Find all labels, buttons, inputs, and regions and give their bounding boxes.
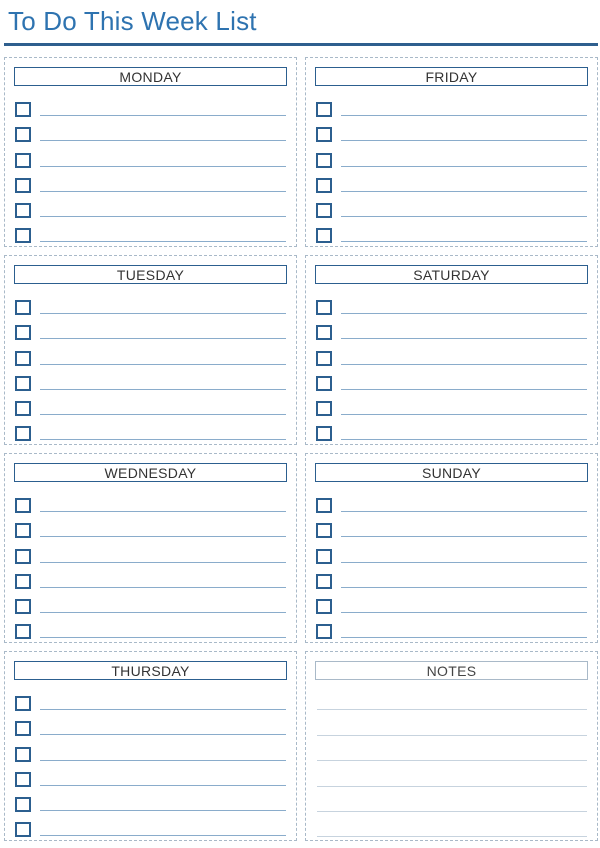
task-write-line[interactable]: [40, 338, 286, 339]
task-list-monday: [14, 94, 287, 245]
task-checkbox[interactable]: [316, 426, 332, 441]
task-write-line[interactable]: [341, 191, 587, 192]
notes-row: [315, 815, 588, 840]
task-write-line[interactable]: [40, 637, 286, 638]
notes-header: NOTES: [315, 661, 588, 680]
task-write-line[interactable]: [40, 709, 286, 710]
task-checkbox[interactable]: [15, 797, 31, 812]
task-row: [14, 393, 287, 418]
task-write-line[interactable]: [40, 191, 286, 192]
task-checkbox[interactable]: [15, 747, 31, 762]
task-checkbox[interactable]: [15, 325, 31, 340]
task-row: [315, 591, 588, 616]
task-checkbox[interactable]: [316, 127, 332, 142]
task-row: [14, 220, 287, 245]
notes-row: [315, 688, 588, 713]
task-write-line[interactable]: [40, 166, 286, 167]
day-panel-monday: [4, 57, 297, 247]
task-write-line[interactable]: [341, 338, 587, 339]
task-row: [14, 738, 287, 763]
task-row: [315, 418, 588, 443]
task-checkbox[interactable]: [15, 498, 31, 513]
task-checkbox[interactable]: [316, 102, 332, 117]
notes-write-line[interactable]: [317, 786, 587, 787]
day-panel-friday: [305, 57, 598, 247]
task-checkbox[interactable]: [316, 325, 332, 340]
day-header-saturday: SATURDAY: [315, 265, 588, 284]
task-row: [315, 195, 588, 220]
task-checkbox[interactable]: [15, 376, 31, 391]
task-row: [14, 119, 287, 144]
task-checkbox[interactable]: [15, 523, 31, 538]
notes-write-line[interactable]: [317, 709, 587, 710]
notes-row: [315, 790, 588, 815]
task-row: [14, 144, 287, 169]
task-checkbox[interactable]: [15, 178, 31, 193]
notes-row: [315, 739, 588, 764]
notes-list: [315, 688, 588, 840]
task-row: [315, 317, 588, 342]
task-row: [315, 393, 588, 418]
task-write-line[interactable]: [40, 140, 286, 141]
task-row: [14, 688, 287, 713]
task-write-line[interactable]: [341, 612, 587, 613]
task-checkbox[interactable]: [316, 549, 332, 564]
day-panel-tuesday: [4, 255, 297, 445]
task-checkbox[interactable]: [316, 300, 332, 315]
task-write-line[interactable]: [341, 140, 587, 141]
week-grid: [4, 57, 598, 843]
task-row: [14, 515, 287, 540]
task-row: [315, 94, 588, 119]
day-panel-thursday: [4, 651, 297, 841]
task-row: [14, 490, 287, 515]
task-write-line[interactable]: [40, 835, 286, 836]
task-write-line[interactable]: [341, 166, 587, 167]
notes-write-line[interactable]: [317, 760, 587, 761]
day-panel-sunday: [305, 453, 598, 643]
task-row: [14, 94, 287, 119]
task-row: [14, 566, 287, 591]
task-write-line[interactable]: [40, 414, 286, 415]
task-row: [14, 418, 287, 443]
task-write-line[interactable]: [40, 389, 286, 390]
notes-row: [315, 713, 588, 738]
task-list-wednesday: [14, 490, 287, 641]
task-row: [315, 170, 588, 195]
task-checkbox[interactable]: [15, 599, 31, 614]
task-checkbox[interactable]: [15, 624, 31, 639]
task-write-line[interactable]: [341, 313, 587, 314]
day-header-sunday: SUNDAY: [315, 463, 588, 482]
task-list-tuesday: [14, 292, 287, 443]
task-write-line[interactable]: [40, 536, 286, 537]
task-write-line[interactable]: [341, 241, 587, 242]
task-write-line[interactable]: [40, 511, 286, 512]
task-row: [315, 220, 588, 245]
task-checkbox[interactable]: [316, 498, 332, 513]
notes-write-line[interactable]: [317, 836, 587, 837]
task-write-line[interactable]: [341, 115, 587, 116]
task-row: [315, 342, 588, 367]
task-write-line[interactable]: [341, 439, 587, 440]
task-checkbox[interactable]: [15, 696, 31, 711]
task-row: [14, 195, 287, 220]
task-write-line[interactable]: [341, 216, 587, 217]
task-row: [315, 490, 588, 515]
day-header-wednesday: WEDNESDAY: [14, 463, 287, 482]
task-checkbox[interactable]: [316, 376, 332, 391]
task-list-friday: [315, 94, 588, 245]
task-checkbox[interactable]: [316, 523, 332, 538]
task-write-line[interactable]: [40, 562, 286, 563]
task-write-line[interactable]: [40, 785, 286, 786]
task-checkbox[interactable]: [15, 351, 31, 366]
task-write-line[interactable]: [40, 810, 286, 811]
task-write-line[interactable]: [40, 760, 286, 761]
task-write-line[interactable]: [341, 587, 587, 588]
day-panel-wednesday: [4, 453, 297, 643]
task-write-line[interactable]: [40, 241, 286, 242]
day-panel-saturday: [305, 255, 598, 445]
task-row: [14, 591, 287, 616]
task-checkbox[interactable]: [15, 549, 31, 564]
task-write-line[interactable]: [40, 115, 286, 116]
day-header-monday: MONDAY: [14, 67, 287, 86]
task-checkbox[interactable]: [15, 228, 31, 243]
task-checkbox[interactable]: [15, 102, 31, 117]
task-write-line[interactable]: [40, 587, 286, 588]
page-title: To Do This Week List: [8, 6, 257, 36]
task-list-saturday: [315, 292, 588, 443]
task-row: [14, 342, 287, 367]
task-checkbox[interactable]: [15, 300, 31, 315]
task-write-line[interactable]: [40, 439, 286, 440]
notes-write-line[interactable]: [317, 735, 587, 736]
task-row: [315, 368, 588, 393]
task-checkbox[interactable]: [316, 203, 332, 218]
task-checkbox[interactable]: [15, 772, 31, 787]
task-checkbox[interactable]: [316, 228, 332, 243]
task-checkbox[interactable]: [15, 721, 31, 736]
task-write-line[interactable]: [341, 511, 587, 512]
task-write-line[interactable]: [40, 734, 286, 735]
task-row: [14, 317, 287, 342]
task-checkbox[interactable]: [316, 351, 332, 366]
notes-write-line[interactable]: [317, 811, 587, 812]
task-row: [315, 292, 588, 317]
task-list-sunday: [315, 490, 588, 641]
day-header-friday: FRIDAY: [315, 67, 588, 86]
task-write-line[interactable]: [40, 313, 286, 314]
task-checkbox[interactable]: [15, 822, 31, 837]
task-write-line[interactable]: [341, 389, 587, 390]
task-write-line[interactable]: [341, 637, 587, 638]
task-row: [315, 119, 588, 144]
task-row: [14, 540, 287, 565]
task-checkbox[interactable]: [316, 153, 332, 168]
task-row: [14, 764, 287, 789]
task-write-line[interactable]: [40, 364, 286, 365]
task-checkbox[interactable]: [316, 401, 332, 416]
task-write-line[interactable]: [341, 562, 587, 563]
task-list-thursday: [14, 688, 287, 839]
task-checkbox[interactable]: [15, 203, 31, 218]
task-write-line[interactable]: [40, 612, 286, 613]
task-row: [315, 566, 588, 591]
task-row: [14, 170, 287, 195]
task-checkbox[interactable]: [316, 599, 332, 614]
day-header-thursday: THURSDAY: [14, 661, 287, 680]
task-write-line[interactable]: [341, 364, 587, 365]
task-row: [315, 144, 588, 169]
day-header-tuesday: TUESDAY: [14, 265, 287, 284]
task-checkbox[interactable]: [316, 624, 332, 639]
notes-panel: [305, 651, 598, 841]
task-row: [14, 292, 287, 317]
task-checkbox[interactable]: [15, 153, 31, 168]
task-checkbox[interactable]: [316, 574, 332, 589]
task-row: [14, 616, 287, 641]
task-row: [315, 515, 588, 540]
task-checkbox[interactable]: [15, 426, 31, 441]
task-row: [315, 540, 588, 565]
task-write-line[interactable]: [341, 414, 587, 415]
title-divider: [4, 43, 598, 46]
notes-row: [315, 764, 588, 789]
task-write-line[interactable]: [40, 216, 286, 217]
task-row: [315, 616, 588, 641]
task-checkbox[interactable]: [15, 401, 31, 416]
task-row: [14, 368, 287, 393]
task-row: [14, 814, 287, 839]
task-checkbox[interactable]: [15, 127, 31, 142]
task-checkbox[interactable]: [316, 178, 332, 193]
task-row: [14, 789, 287, 814]
task-row: [14, 713, 287, 738]
task-checkbox[interactable]: [15, 574, 31, 589]
task-write-line[interactable]: [341, 536, 587, 537]
